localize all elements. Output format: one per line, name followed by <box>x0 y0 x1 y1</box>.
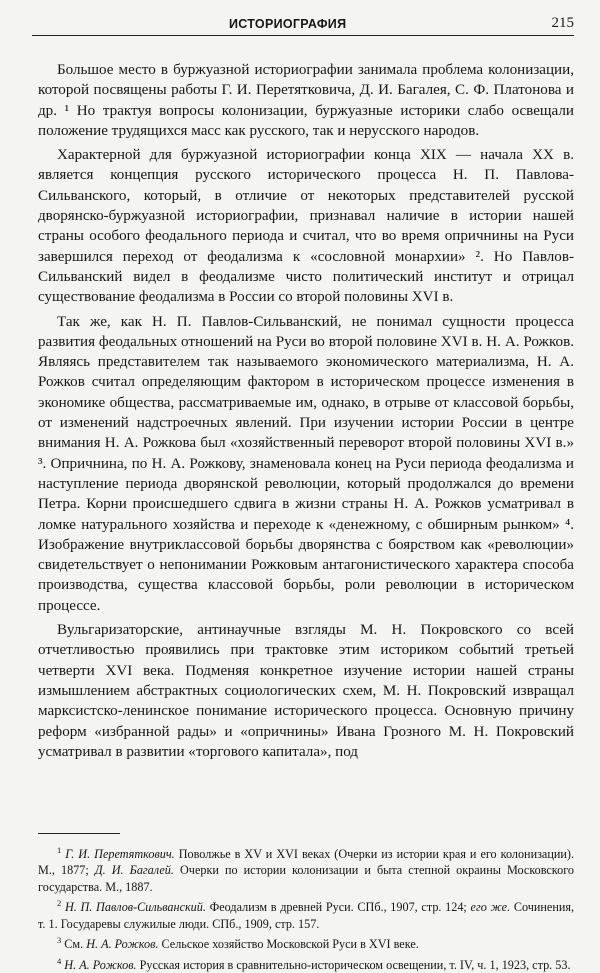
footnote-author: Н. П. Павлов-Сильванский. <box>64 900 206 915</box>
paragraph: Большое место в буржуазной историографии занимала проблема колонизации, которой посвящены работы Г. И. Перетятковича, Д. И. Багалея, С. Ф. Платонова и др. ¹ Но трактуя вопросы колонизации, буржуазные историки слабо освещали положение трудящихся масс как русского, так и нерусского народов. <box>38 62 574 139</box>
footnote <box>38 953 574 973</box>
footnote-mark: 3 <box>57 935 62 946</box>
footnote-mark: 1 <box>57 845 62 855</box>
footnote <box>38 895 574 932</box>
footnote-author: Н. А. Рожков. <box>86 937 159 952</box>
paragraph: Характерной для буржуазной историографии конца XIX — начала XX в. является концепция русского исторического процесса Н. П. Павлова-Сильванского, который, в отличие от некоторых представителей русской дворянско-буржуазной историографии, признавал наличие в истории нашей страны особого феодального периода и считал, что во время опричнины на Руси завершился переход от феодализма к «сословной монархии» ². Но Павлов-Сильванский видел в феодализме чисто политический институт и отрицал существование феодализма в России со второй половины XVI в. <box>38 147 574 306</box>
footnote-mark: 4 <box>57 955 62 966</box>
paragraph: Вульгаризаторские, антинаучные взгляды М. Н. Покровского со всей отчетливостью проявились при трактовке этим историком событий третьей четверти XVI века. Подменяя конкретное изучение истории нашей страны измышлением абстрактных социологических схем, М. Н. Покровский извращал марксистско-ленинское понимание исторического процесса. Основную причину реформ «избранной рады» и «опричнины» Ивана Грозного М. Н. Покровский усматривал в развитии «торгового капитала», под <box>38 622 574 760</box>
running-title: ИСТОРИОГРАФИЯ <box>229 17 347 31</box>
header-rule <box>32 35 574 36</box>
footnote-text: Сочинения, т. 1. Государевы служилые люди. СПб., 1909, стр. 157. <box>38 900 575 931</box>
footnote-rule <box>38 833 120 834</box>
footnote <box>38 932 574 952</box>
footnote-author: его же. <box>470 900 511 915</box>
footnote-text: Сельское хозяйство Московской Руси в XVI веке. <box>158 937 419 952</box>
paragraph: Так же, как Н. П. Павлов-Сильванский, не понимал сущности процесса развития феодальных отношений на Руси во второй половине XVI в. Н. А. Рожков. Являясь представителем так называемого экономического материализма, Н. А. Рожков считал определяющим фактором в историческом процессе изменения в экономике общества, рассматриваемые им, однако, в отрыве от классовой борьбы, от изменений надстроечных явлений. При изучении истории России в центре внимания Н. А. Рожкова был «хозяйственный переворот второй половины XVI в.» ³. Опричнина, по Н. А. Рожкову, знаменовала конец на Руси периода феодализма и наступление периода дворянской революции, который продолжался до времени Петра. Корни происшедшего сдвига в жизни страны Н. А. Рожков усматривал в ломке натурального хозяйства и переходе к «денежному, с обширным рынком» ⁴. Изображение внутриклассовой борьбы дворянства с боярством как «революции» свидетельствует о непонимании Рожковым антагонистического характера способа производства, существа классовой борьбы, роли революции в историческом процессе. <box>38 313 574 614</box>
running-header <box>32 14 574 36</box>
footnote-author: Н. А. Рожков. <box>64 957 137 972</box>
footnote <box>38 842 574 895</box>
footnote-text: Очерки по истории колонизации и быта степной окраины Московского государства. М., 1887. <box>38 863 574 894</box>
footnote-text: Поволжье в XV и XVI веках (Очерки из истории края и его колонизации). М., 1877; <box>38 847 574 878</box>
footnote-text: Феодализм в древней Руси. СПб., 1907, стр. 124; <box>205 900 471 915</box>
footnote-prefix: См. <box>64 937 87 952</box>
footnotes <box>38 842 574 973</box>
footnote-author: Д. И. Багалей. <box>94 863 174 878</box>
footnote-author: Г. И. Перетяткович. <box>65 847 175 862</box>
footnote-mark: 2 <box>57 898 62 909</box>
page-number: 215 <box>551 15 574 31</box>
body-text <box>38 60 574 766</box>
footnote-text: Русская история в сравнительно-историческом освещении, т. IV, ч. 1, 1923, стр. 53. <box>136 957 571 972</box>
